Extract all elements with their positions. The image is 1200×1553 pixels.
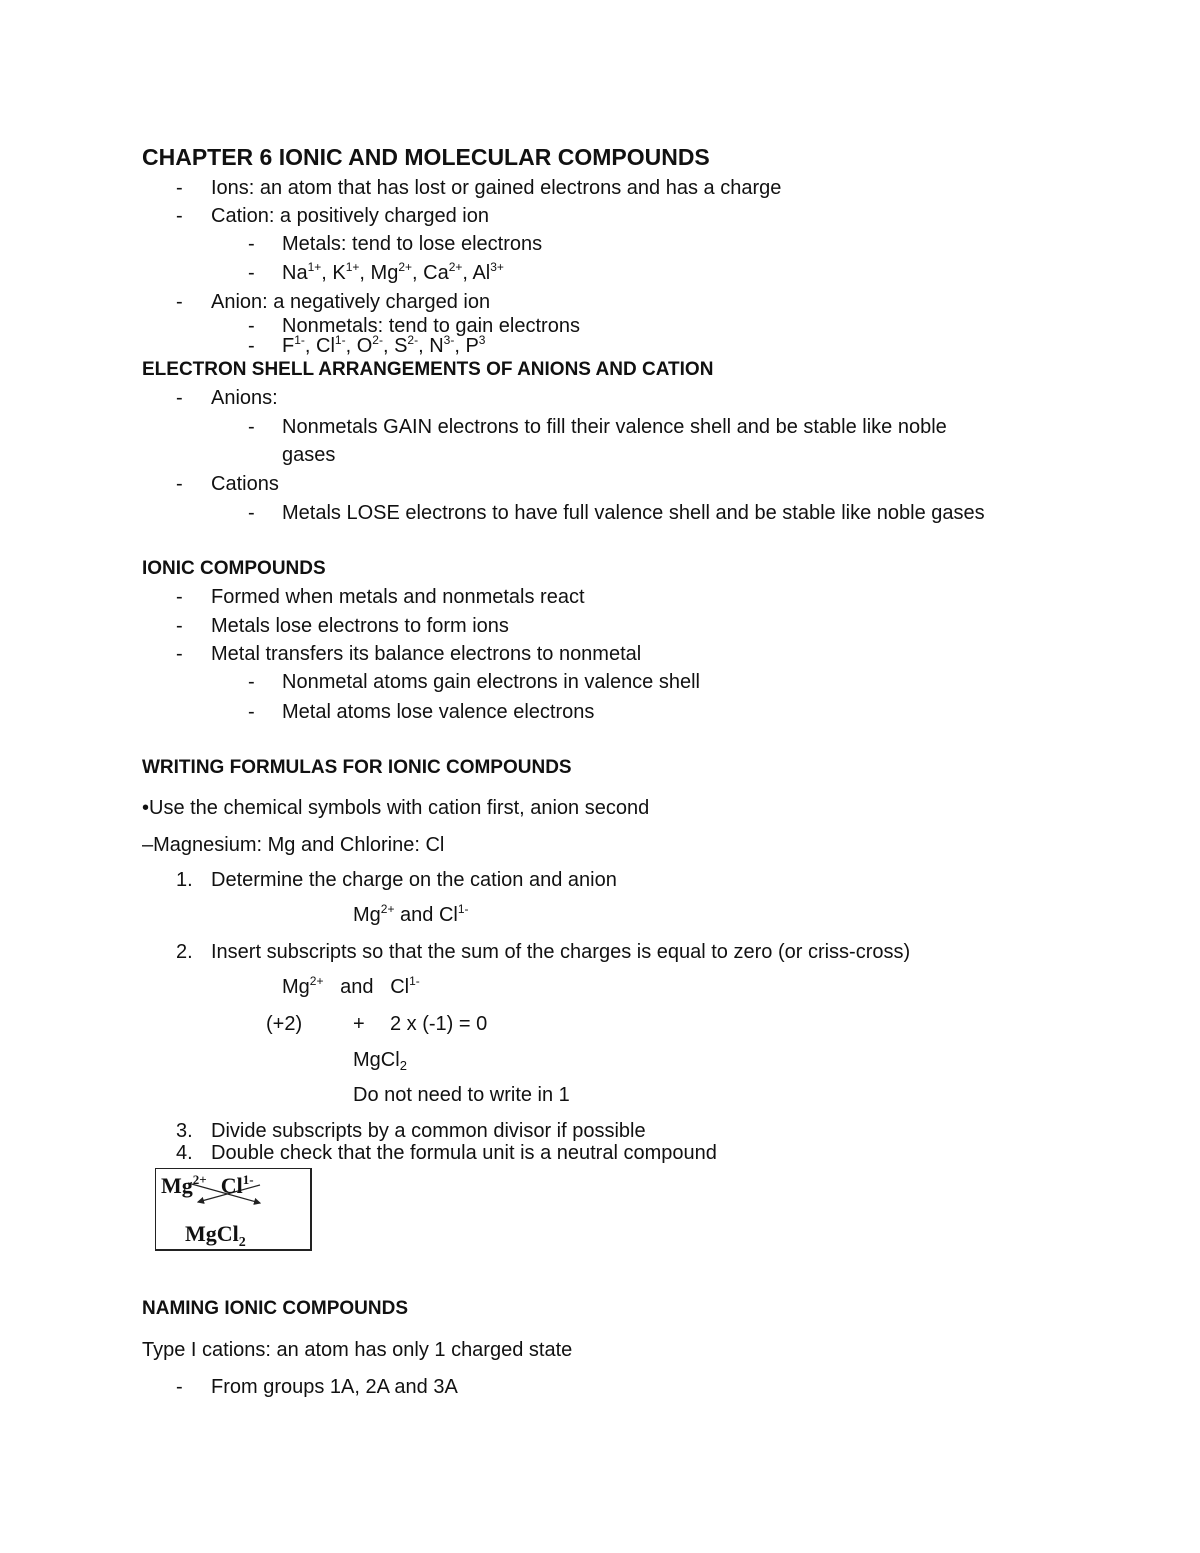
list-item: Metals lose electrons to form ions xyxy=(211,615,509,637)
bullet-dash: - xyxy=(248,233,255,255)
nonmetals-note: Nonmetals: tend to gain electrons xyxy=(282,315,580,337)
bullet-dash: - xyxy=(176,387,183,409)
step-number: 1. xyxy=(176,869,193,891)
figure-formula: MgCl$_2$ xyxy=(185,1221,246,1250)
bullet-dash: - xyxy=(176,643,183,665)
section-heading-writing-formulas: WRITING FORMULAS FOR IONIC COMPOUNDS xyxy=(142,757,572,778)
chapter-title: CHAPTER 6 IONIC AND MOLECULAR COMPOUNDS xyxy=(142,144,710,170)
bullet-dash: - xyxy=(248,701,255,723)
bullet-dash: - xyxy=(176,291,183,313)
charge-sum-plus: + xyxy=(353,1013,365,1035)
cation-examples: $Na^{1+}$, $K^{1+}$, $Mg^{2+}$, $Ca^{2+}$, $Al^{3+}$ xyxy=(282,260,504,284)
metals-note: Metals: tend to lose electrons xyxy=(282,233,543,255)
bullet-dash: - xyxy=(176,615,183,637)
cations-detail: Metals LOSE electrons to have full valence shell and be stable like noble gases xyxy=(282,502,985,524)
cations-label: Cations xyxy=(211,473,279,495)
anion-examples: $F^{1-}$, $Cl^{1-}$, $O^{2-}$, $S^{2-}$, $N^{3-}$, $P^3$ xyxy=(282,333,486,357)
step-4: Double check that the formula unit is a neutral compound xyxy=(211,1142,717,1164)
anions-detail-line2: gases xyxy=(282,444,336,466)
formula-result: MgCl$_2$ xyxy=(353,1049,407,1073)
anions-label: Anions: xyxy=(211,387,278,409)
step-2: Insert subscripts so that the sum of the charges is equal to zero (or criss-cross) xyxy=(211,941,911,963)
list-item: Nonmetal atoms gain electrons in valence shell xyxy=(282,671,700,693)
list-item: Formed when metals and nonmetals react xyxy=(211,586,585,608)
bullet-dash: - xyxy=(176,1376,183,1398)
step-number: 2. xyxy=(176,941,193,963)
charges-example: $Mg^{2+}$ and $Cl^{1-}$ xyxy=(353,902,469,926)
step-1: Determine the charge on the cation and anion xyxy=(211,869,617,891)
step-number: 4. xyxy=(176,1142,193,1164)
criss-cross-figure xyxy=(155,1168,312,1251)
bullet-dash: - xyxy=(248,335,255,357)
anion-definition: Anion: a negatively charged ion xyxy=(211,291,491,313)
example-elements: –Magnesium: Mg and Chlorine: Cl xyxy=(142,834,445,856)
bullet-dash: - xyxy=(176,586,183,608)
criss-cross-ions: $Mg^{2+}$ and $Cl^{1-}$ xyxy=(282,974,420,998)
bullet-dash: - xyxy=(248,671,255,693)
rule-cation-first: •Use the chemical symbols with cation first, anion second xyxy=(142,797,650,819)
section-heading-naming: NAMING IONIC COMPOUNDS xyxy=(142,1298,408,1319)
type1-definition: Type I cations: an atom has only 1 charged state xyxy=(142,1339,573,1361)
step-3: Divide subscripts by a common divisor if possible xyxy=(211,1120,646,1142)
bullet-dash: - xyxy=(176,473,183,495)
anions-detail-line1: Nonmetals GAIN electrons to fill their valence shell and be stable like noble xyxy=(282,416,947,438)
section-heading-ionic-compounds: IONIC COMPOUNDS xyxy=(142,558,326,579)
list-item: Metal transfers its balance electrons to nonmetal xyxy=(211,643,642,665)
ions-definition: Ions: an atom that has lost or gained electrons and has a charge xyxy=(211,177,782,199)
section-heading-electron-shell: ELECTRON SHELL ARRANGEMENTS OF ANIONS AND CATION xyxy=(142,359,714,380)
bullet-dash: - xyxy=(176,177,183,199)
groups-note: From groups 1A, 2A and 3A xyxy=(211,1376,458,1398)
figure-ions: $Mg^{2+}$ $Cl^{1-}$ xyxy=(161,1172,254,1198)
step-number: 3. xyxy=(176,1120,193,1142)
bullet-dash: - xyxy=(248,315,255,337)
charge-sum-right: 2 x (-1) = 0 xyxy=(390,1013,488,1035)
bullet-dash: - xyxy=(248,416,255,438)
bullet-dash: - xyxy=(248,262,255,284)
list-item: Metal atoms lose valence electrons xyxy=(282,701,595,723)
bullet-dash: - xyxy=(248,502,255,524)
bullet-dash: - xyxy=(176,205,183,227)
cation-definition: Cation: a positively charged ion xyxy=(211,205,489,227)
subscript-note: Do not need to write in 1 xyxy=(353,1084,570,1106)
charge-sum-left: (+2) xyxy=(266,1013,303,1035)
